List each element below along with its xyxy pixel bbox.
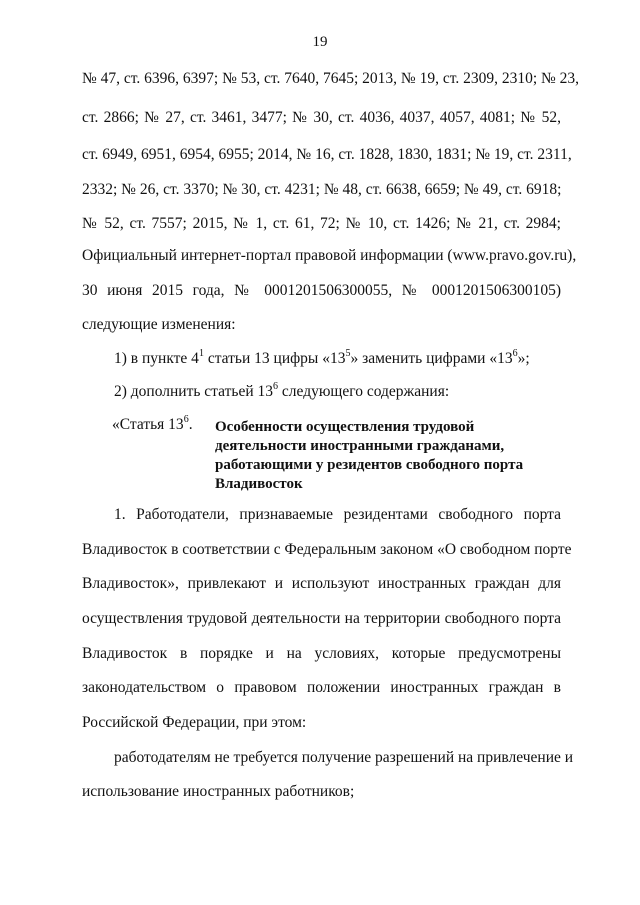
article-heading-line: Владивосток — [215, 476, 303, 492]
intro-line-4: 2332; № 26, ст. 3370; № 30, ст. 4231; № 48, ст. 6638, 6659; № 49, ст. 6918; — [82, 181, 562, 198]
list-item-2: 2) дополнить статьей $13^6$ следующего содержания: — [114, 380, 450, 400]
intro-line-3: ст. 6949, 6951, 6954, 6955; 2014, № 16, ст. 1828, 1830, 1831; № 19, ст. 2311, — [82, 146, 572, 163]
intro-line-last: следующие изменения: — [82, 316, 236, 333]
para2-last-line: использование иностранных работников; — [82, 783, 355, 800]
article-label: «Статья $13^6$. — [112, 413, 193, 433]
para1-line-3: Владивосток», привлекают и используют иностранных граждан для — [82, 575, 561, 592]
para1-last-line: Российской Федерации, при этом: — [82, 714, 307, 731]
intro-line-5: № 52, ст. 7557; 2015, № 1, ст. 61, 72; № 10, ст. 1426; № 21, ст. 2984; — [82, 215, 561, 232]
para2-first-line: работодателям не требуется получение разрешений на привлечение и — [114, 749, 574, 766]
intro-line-7: 30 июня 2015 года, № 0001201506300055, № 0001201506300105) — [82, 282, 561, 299]
para1-line-5: Владивосток в порядке и на условиях, которые предусмотрены — [82, 645, 561, 662]
para1-line-2: Владивосток в соответствии с Федеральным законом «О свободном порте — [82, 541, 572, 558]
intro-line-6: Официальный интернет-портал правовой информации (www.pravo.gov.ru), — [82, 247, 577, 264]
article-heading — [215, 418, 545, 494]
para1-line-6: законодательством о правовом положении иностранных граждан в — [82, 679, 561, 696]
intro-line-2: ст. 2866; № 27, ст. 3461, 3477; № 30, ст. 4036, 4037, 4057, 4081; № 52, — [82, 109, 561, 126]
page-number: 19 — [312, 34, 328, 50]
article-heading-line: деятельности иностранными гражданами, — [215, 438, 505, 454]
article-heading-line: Особенности осуществления трудовой — [215, 419, 475, 435]
intro-line-1: № 47, ст. 6396, 6397; № 53, ст. 7640, 7645; 2013, № 19, ст. 2309, 2310; № 23, — [82, 70, 580, 87]
para1-first-line: 1. Работодатели, признаваемые резидентами свободного порта — [114, 506, 561, 523]
list-item-1: 1) в пункте $4^1$ статьи 13 цифры «$13^5$» заменить цифрами «$13^6$»; — [114, 347, 530, 367]
article-heading-line: работающими у резидентов свободного порта — [215, 457, 524, 473]
para1-line-4: осуществления трудовой деятельности на территории свободного порта — [82, 610, 561, 627]
